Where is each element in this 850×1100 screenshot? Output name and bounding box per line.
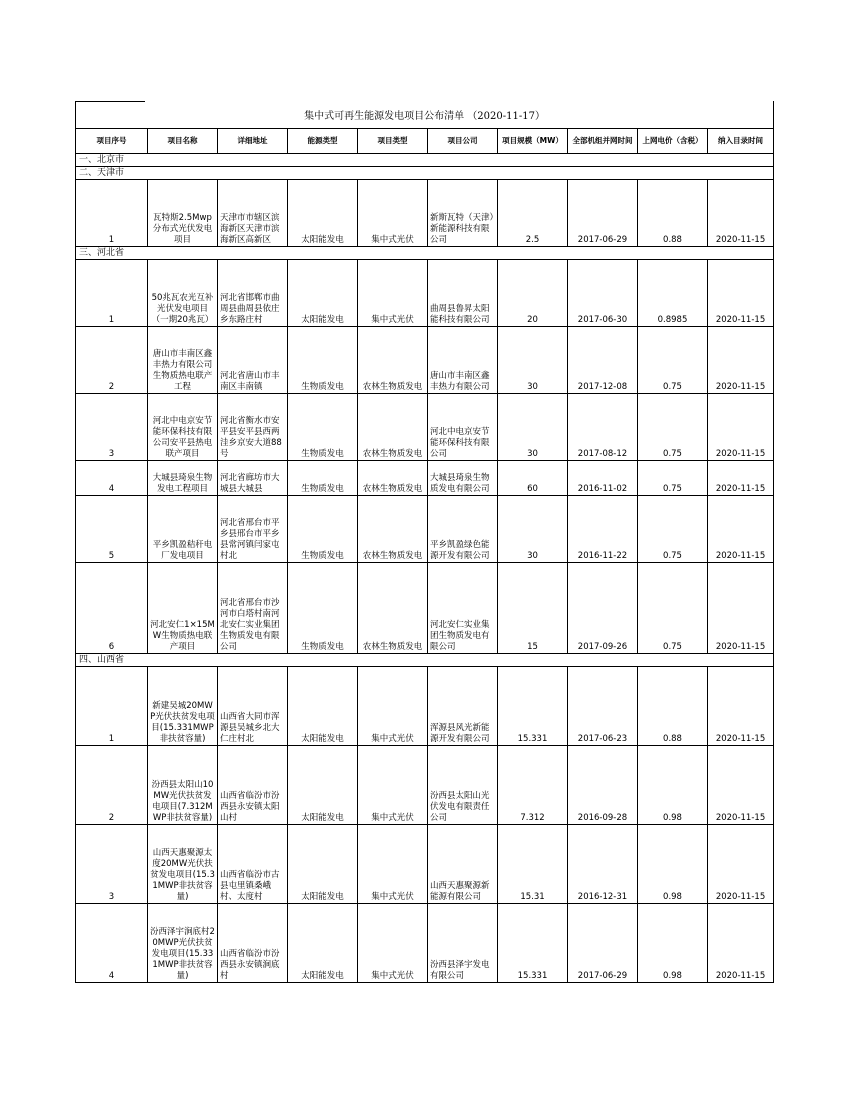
- grid-date: 2017-06-30: [568, 260, 638, 327]
- table-row: [76, 180, 774, 247]
- feed-in-price: 0.75: [638, 496, 708, 563]
- section-row: [76, 247, 774, 260]
- table-row: [76, 746, 774, 825]
- energy-type: 生物质发电: [288, 461, 358, 496]
- section-label: 一、北京市: [76, 154, 774, 167]
- project-list-sheet: [75, 101, 773, 983]
- project-address: 河北省邢台市沙河市白塔村南河北安仁实业集团生物质发电有限公司: [218, 563, 288, 654]
- project-address: 山西省临汾市古县屯里镇桑峨村、太度村: [218, 825, 288, 904]
- project-name: 汾西泽宇涧底村20MWP光伏扶贫发电项目(15.331MWP非扶贫容量): [148, 904, 218, 983]
- feed-in-price: 0.88: [638, 180, 708, 247]
- energy-type: 太阳能发电: [288, 180, 358, 247]
- project-name: 新建吴城20MWP光伏扶贫发电项目(15.331MWP非扶贫容量): [148, 667, 218, 746]
- project-no: 3: [76, 394, 148, 461]
- project-no: 6: [76, 563, 148, 654]
- project-no: 1: [76, 180, 148, 247]
- project-scale: 7.312: [498, 746, 568, 825]
- header-name: 项目名称: [148, 129, 218, 154]
- project-scale: 60: [498, 461, 568, 496]
- header-scale: 项目规模（MW）: [498, 129, 568, 154]
- project-name: 大城县琦泉生物发电工程项目: [148, 461, 218, 496]
- project-name: 河北中电京安节能环保科技有限公司安平县热电联产项目: [148, 394, 218, 461]
- project-company: 平乡凯盈绿色能源开发有限公司: [428, 496, 498, 563]
- project-scale: 15.331: [498, 904, 568, 983]
- project-scale: 15.31: [498, 825, 568, 904]
- document-title: 集中式可再生能源发电项目公布清单 （2020-11-17）: [76, 101, 774, 129]
- grid-date: 2016-09-28: [568, 746, 638, 825]
- listed-date: 2020-11-15: [708, 461, 774, 496]
- project-name: 平乡凯盈秸秆电厂发电项目: [148, 496, 218, 563]
- grid-date: 2017-12-08: [568, 327, 638, 394]
- project-type: 农林生物质发电: [358, 461, 428, 496]
- listed-date: 2020-11-15: [708, 180, 774, 247]
- listed-date: 2020-11-15: [708, 667, 774, 746]
- project-scale: 2.5: [498, 180, 568, 247]
- project-scale: 30: [498, 327, 568, 394]
- project-no: 1: [76, 667, 148, 746]
- grid-date: 2017-09-26: [568, 563, 638, 654]
- feed-in-price: 0.98: [638, 825, 708, 904]
- listed-date: 2020-11-15: [708, 904, 774, 983]
- table-row: [76, 260, 774, 327]
- project-no: 4: [76, 904, 148, 983]
- table-row: [76, 667, 774, 746]
- energy-type: 生物质发电: [288, 563, 358, 654]
- project-address: 山西省临汾市汾西县永安镇涧底村: [218, 904, 288, 983]
- project-name: 山西天惠聚源太度20MW光伏扶贫发电项目(15.31MWP非扶贫容量): [148, 825, 218, 904]
- table-row: [76, 461, 774, 496]
- table-row: [76, 904, 774, 983]
- header-no: 项目序号: [76, 129, 148, 154]
- table-body: [76, 154, 774, 983]
- section-label: 三、河北省: [76, 247, 774, 260]
- project-no: 2: [76, 746, 148, 825]
- project-address: 天津市市辖区滨海新区天津市滨海新区高新区: [218, 180, 288, 247]
- project-type: 农林生物质发电: [358, 327, 428, 394]
- project-scale: 30: [498, 394, 568, 461]
- section-row: [76, 154, 774, 167]
- listed-date: 2020-11-15: [708, 496, 774, 563]
- energy-type: 生物质发电: [288, 496, 358, 563]
- grid-date: 2016-11-02: [568, 461, 638, 496]
- energy-type: 太阳能发电: [288, 904, 358, 983]
- project-address: 河北省衡水市安平县安平县西两洼乡京安大道88号: [218, 394, 288, 461]
- section-row: [76, 167, 774, 180]
- project-no: 2: [76, 327, 148, 394]
- section-row: [76, 654, 774, 667]
- header-grid-date: 全部机组并网时间: [568, 129, 638, 154]
- project-no: 5: [76, 496, 148, 563]
- project-type: 农林生物质发电: [358, 394, 428, 461]
- energy-type: 生物质发电: [288, 327, 358, 394]
- table-row: [76, 394, 774, 461]
- project-table: [75, 101, 774, 983]
- project-company: 唐山市丰南区鑫丰热力有限公司: [428, 327, 498, 394]
- project-scale: 20: [498, 260, 568, 327]
- energy-type: 生物质发电: [288, 394, 358, 461]
- header-project-type: 项目类型: [358, 129, 428, 154]
- project-company: 曲周县鲁昇太阳能科技有限公司: [428, 260, 498, 327]
- feed-in-price: 0.88: [638, 667, 708, 746]
- project-company: 山西天惠聚源新能源有限公司: [428, 825, 498, 904]
- project-name: 汾西县太阳山10MW光伏扶贫发电项目(7.312MWP非扶贫容量): [148, 746, 218, 825]
- project-scale: 30: [498, 496, 568, 563]
- listed-date: 2020-11-15: [708, 563, 774, 654]
- project-company: 河北中电京安节能环保科技有限公司: [428, 394, 498, 461]
- energy-type: 太阳能发电: [288, 667, 358, 746]
- grid-date: 2017-08-12: [568, 394, 638, 461]
- project-company: 汾西县太阳山光伏发电有限责任公司: [428, 746, 498, 825]
- feed-in-price: 0.75: [638, 327, 708, 394]
- project-type: 集中式光伏: [358, 904, 428, 983]
- listed-date: 2020-11-15: [708, 746, 774, 825]
- project-address: 河北省廊坊市大城县大城县: [218, 461, 288, 496]
- grid-date: 2017-06-29: [568, 180, 638, 247]
- listed-date: 2020-11-15: [708, 327, 774, 394]
- project-type: 集中式光伏: [358, 746, 428, 825]
- grid-date: 2016-12-31: [568, 825, 638, 904]
- project-address: 河北省邢台市平乡县邢台市平乡县常河镇闫家屯村北: [218, 496, 288, 563]
- project-no: 1: [76, 260, 148, 327]
- energy-type: 太阳能发电: [288, 260, 358, 327]
- table-row: [76, 563, 774, 654]
- project-company: 大城县琦泉生物质发电有限公司: [428, 461, 498, 496]
- project-no: 3: [76, 825, 148, 904]
- feed-in-price: 0.75: [638, 394, 708, 461]
- project-address: 山西省大同市浑源县吴城乡北大仁庄村北: [218, 667, 288, 746]
- header-address: 详细地址: [218, 129, 288, 154]
- feed-in-price: 0.98: [638, 746, 708, 825]
- project-type: 集中式光伏: [358, 180, 428, 247]
- grid-date: 2017-06-29: [568, 904, 638, 983]
- project-no: 4: [76, 461, 148, 496]
- energy-type: 太阳能发电: [288, 746, 358, 825]
- header-company: 项目公司: [428, 129, 498, 154]
- table-row: [76, 825, 774, 904]
- grid-date: 2016-11-22: [568, 496, 638, 563]
- header-price: 上网电价（含税）: [638, 129, 708, 154]
- section-label: 四、山西省: [76, 654, 774, 667]
- project-name: 瓦特斯2.5Mwp分布式光伏发电项目: [148, 180, 218, 247]
- header-row: [76, 129, 774, 154]
- project-company: 汾西县泽宇发电有限公司: [428, 904, 498, 983]
- project-type: 集中式光伏: [358, 260, 428, 327]
- project-type: 集中式光伏: [358, 825, 428, 904]
- project-company: 河北安仁实业集团生物质发电有限公司: [428, 563, 498, 654]
- header-energy-type: 能源类型: [288, 129, 358, 154]
- table-row: [76, 327, 774, 394]
- feed-in-price: 0.98: [638, 904, 708, 983]
- project-scale: 15: [498, 563, 568, 654]
- table-row: [76, 496, 774, 563]
- project-name: 50兆瓦农光互补光伏发电项目（一期20兆瓦）: [148, 260, 218, 327]
- project-company: 浑源县风光新能源开发有限公司: [428, 667, 498, 746]
- project-type: 农林生物质发电: [358, 563, 428, 654]
- project-address: 山西省临汾市汾西县永安镇太阳山村: [218, 746, 288, 825]
- feed-in-price: 0.75: [638, 461, 708, 496]
- listed-date: 2020-11-15: [708, 394, 774, 461]
- project-name: 唐山市丰南区鑫丰热力有限公司生物质热电联产工程: [148, 327, 218, 394]
- project-address: 河北省邯郸市曲周县曲周县依庄乡东路庄村: [218, 260, 288, 327]
- listed-date: 2020-11-15: [708, 260, 774, 327]
- energy-type: 太阳能发电: [288, 825, 358, 904]
- project-type: 农林生物质发电: [358, 496, 428, 563]
- feed-in-price: 0.8985: [638, 260, 708, 327]
- section-label: 二、天津市: [76, 167, 774, 180]
- grid-date: 2017-06-23: [568, 667, 638, 746]
- project-name: 河北安仁1×15MW生物质热电联产项目: [148, 563, 218, 654]
- project-scale: 15.331: [498, 667, 568, 746]
- header-listed-date: 纳入目录时间: [708, 129, 774, 154]
- project-type: 集中式光伏: [358, 667, 428, 746]
- listed-date: 2020-11-15: [708, 825, 774, 904]
- project-address: 河北省唐山市丰南区丰南镇: [218, 327, 288, 394]
- feed-in-price: 0.75: [638, 563, 708, 654]
- project-company: 新斯瓦特（天津）新能源科技有限公司: [428, 180, 498, 247]
